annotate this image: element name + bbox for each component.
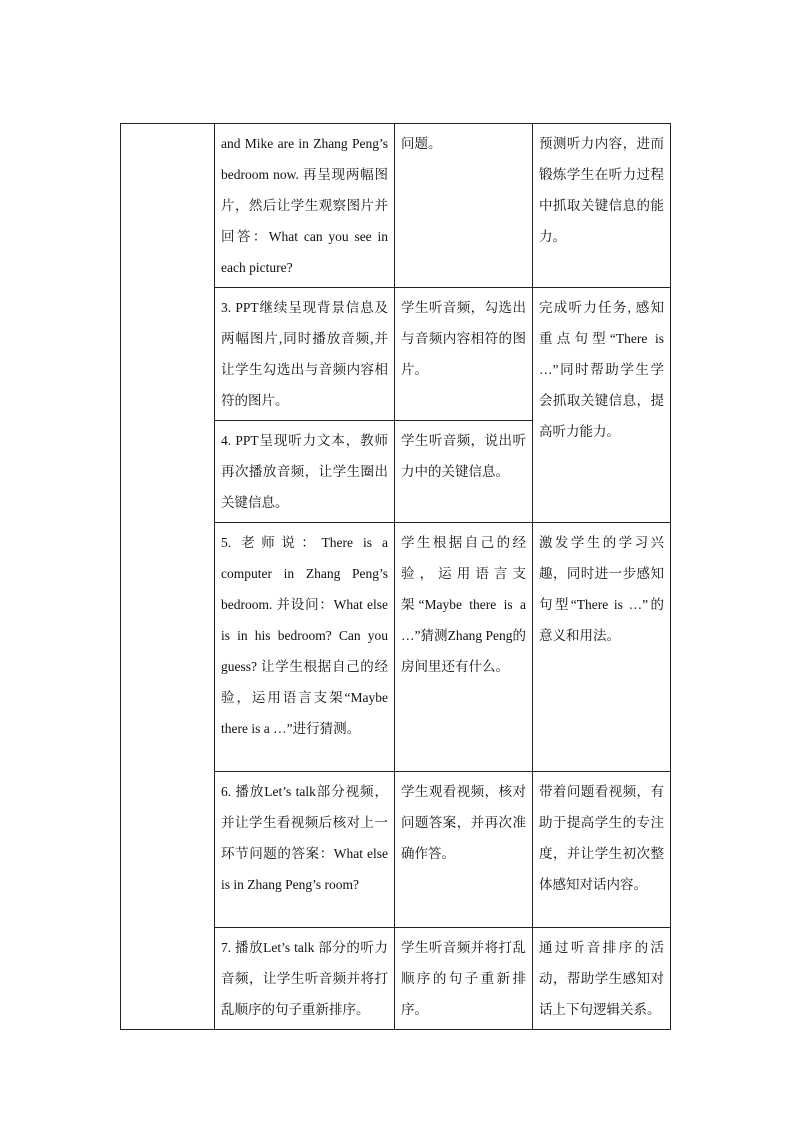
student-activity-cell — [395, 928, 533, 1030]
design-purpose-text: 通过听音排序的活动，帮助学生感知对话上下句逻辑关系。 — [539, 940, 664, 1017]
design-purpose-cell — [533, 772, 671, 928]
design-purpose-cell — [533, 288, 671, 523]
teacher-activity-text: 7. 播放Let’s talk 部分的听力音频，让学生听音频并将打乱顺序的句子重新排序。 — [221, 940, 388, 1017]
teacher-activity-text: 5. 老师说：There is a computer in Zhang Peng’s bedroom. 并设问：What else is in his bedroom? Can you guess? 让学生根据自己的经验，运用语言支架“Maybe there is a …”进行猜测。 — [221, 535, 388, 736]
teacher-activity-text: 4. PPT呈现听力文本，教师再次播放音频，让学生圈出关键信息。 — [221, 433, 388, 510]
student-activity-cell — [395, 124, 533, 288]
student-activity-cell — [395, 421, 533, 523]
design-purpose-text: 带着问题看视频，有助于提高学生的专注度，并让学生初次整体感知对话内容。 — [539, 784, 664, 892]
design-purpose-cell — [533, 124, 671, 288]
student-activity-cell — [395, 523, 533, 772]
teacher-activity-text: and Mike are in Zhang Peng’s bedroom now. 再呈现两幅图片，然后让学生观察图片并回答：What can you see in each picture? — [221, 136, 388, 275]
teacher-activity-cell — [215, 288, 395, 421]
student-activity-text: 学生听音频，勾选出与音频内容相符的图片。 — [401, 300, 526, 377]
teacher-activity-cell — [215, 421, 395, 523]
design-purpose-cell — [533, 928, 671, 1030]
student-activity-text: 学生根据自己的经验，运用语言支架“Maybe there is a …”猜测Zhang Peng的房间里还有什么。 — [401, 535, 526, 674]
teacher-activity-cell — [215, 523, 395, 772]
student-activity-text: 学生听音频，说出听力中的关键信息。 — [401, 433, 526, 479]
student-activity-text: 学生听音频并将打乱顺序的句子重新排序。 — [401, 940, 526, 1017]
design-purpose-cell — [533, 523, 671, 772]
teacher-activity-text: 3. PPT继续呈现背景信息及两幅图片,同时播放音频,并让学生勾选出与音频内容相符的图片。 — [221, 300, 388, 408]
student-activity-cell — [395, 772, 533, 928]
student-activity-cell — [395, 288, 533, 421]
design-purpose-text: 完成听力任务, 感知重点句型“There is …”同时帮助学生学会抓取关键信息，提高听力能力。 — [539, 300, 664, 439]
teacher-activity-cell — [215, 124, 395, 288]
lesson-plan-table — [120, 123, 671, 1030]
stage-column-cell — [121, 124, 215, 1030]
student-activity-text: 问题。 — [401, 136, 442, 151]
table-row — [121, 124, 671, 288]
teacher-activity-cell — [215, 772, 395, 928]
design-purpose-text: 预测听力内容，进而锻炼学生在听力过程中抓取关键信息的能力。 — [539, 136, 664, 244]
teacher-activity-text: 6. 播放Let’s talk部分视频，并让学生看视频后核对上一环节问题的答案：What else is in Zhang Peng’s room? — [221, 784, 388, 892]
teacher-activity-cell — [215, 928, 395, 1030]
design-purpose-text: 激发学生的学习兴趣，同时进一步感知句型“There is …”的意义和用法。 — [539, 535, 664, 643]
student-activity-text: 学生观看视频，核对问题答案，并再次准确作答。 — [401, 784, 526, 861]
